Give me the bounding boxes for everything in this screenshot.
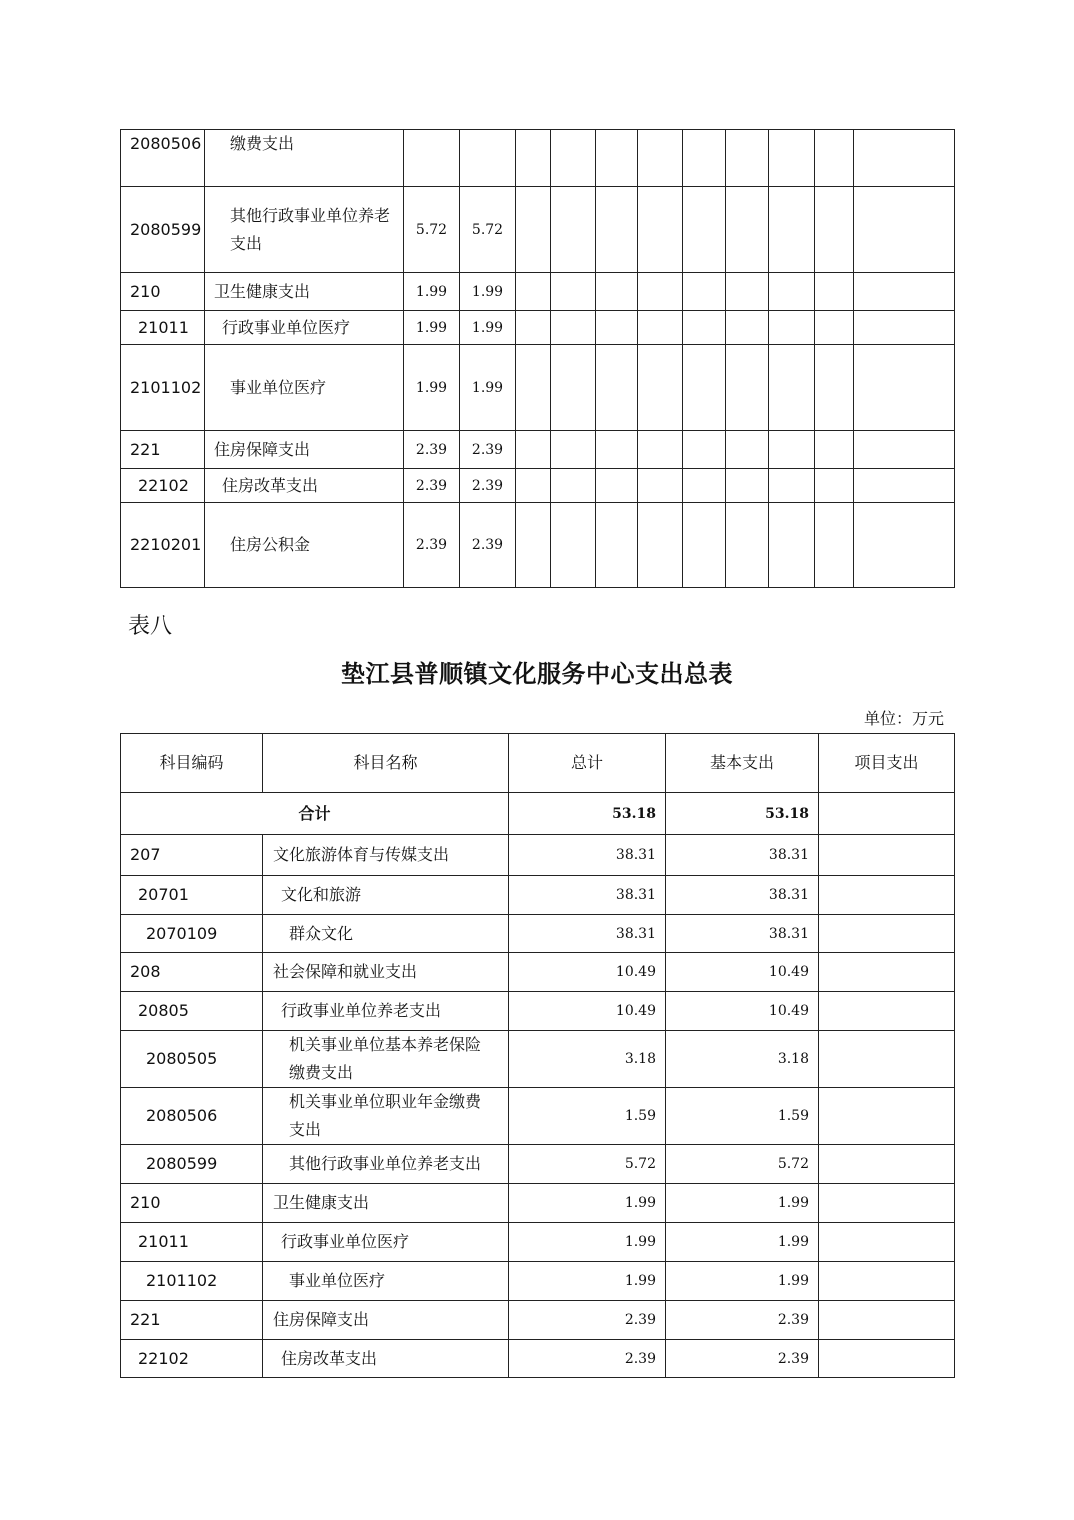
- total-cell: 10.49: [509, 992, 666, 1031]
- project-cell: [819, 1301, 955, 1340]
- code-cell: 221: [121, 431, 205, 469]
- name-cell: 住房改革支出: [205, 469, 404, 503]
- total-project: [819, 793, 955, 835]
- empty-cell: [683, 187, 726, 273]
- header-total: 总计: [509, 734, 666, 793]
- table-row: [121, 311, 955, 345]
- empty-cell: [769, 130, 815, 187]
- total-cell: 5.72: [509, 1145, 666, 1184]
- value-cell: 2.39: [460, 469, 516, 503]
- project-cell: [819, 1031, 955, 1088]
- basic-cell: 2.39: [666, 1301, 819, 1340]
- value-cell: 1.99: [404, 273, 460, 311]
- empty-cell: [769, 469, 815, 503]
- empty-cell: [815, 345, 854, 431]
- continued-expenditure-table: [120, 129, 955, 588]
- empty-cell: [551, 503, 596, 588]
- name-cell: 机关事业单位基本养老保险缴费支出: [263, 1031, 509, 1088]
- code-cell: 2080506: [121, 1088, 263, 1145]
- empty-cell: [596, 431, 638, 469]
- table-row: [121, 1262, 955, 1301]
- code-cell: 2101102: [121, 345, 205, 431]
- code-cell: 221: [121, 1301, 263, 1340]
- total-cell: 1.99: [509, 1184, 666, 1223]
- empty-cell: [638, 273, 683, 311]
- empty-cell: [815, 503, 854, 588]
- total-cell: 1.99: [509, 1262, 666, 1301]
- project-cell: [819, 1088, 955, 1145]
- empty-cell: [551, 130, 596, 187]
- empty-cell: [726, 469, 769, 503]
- empty-cell: [683, 311, 726, 345]
- empty-cell: [769, 273, 815, 311]
- value-cell: 2.39: [404, 431, 460, 469]
- header-basic: 基本支出: [666, 734, 819, 793]
- empty-cell: [596, 273, 638, 311]
- table-row: [121, 345, 955, 431]
- table-row: [121, 503, 955, 588]
- page-title: 垫江县普顺镇文化服务中心支出总表: [341, 660, 733, 688]
- empty-cell: [815, 311, 854, 345]
- project-cell: [819, 1262, 955, 1301]
- empty-cell: [854, 273, 955, 311]
- name-cell: 事业单位医疗: [263, 1262, 509, 1301]
- name-cell: 住房公积金: [205, 503, 404, 588]
- empty-cell: [516, 469, 551, 503]
- table-row: [121, 469, 955, 503]
- basic-cell: 10.49: [666, 992, 819, 1031]
- code-cell: 22102: [121, 469, 205, 503]
- code-cell: 208: [121, 953, 263, 992]
- total-cell: 1.99: [509, 1223, 666, 1262]
- empty-cell: [854, 345, 955, 431]
- empty-cell: [551, 469, 596, 503]
- empty-cell: [854, 469, 955, 503]
- total-cell: 3.18: [509, 1031, 666, 1088]
- code-cell: 2080505: [121, 1031, 263, 1088]
- empty-cell: [854, 503, 955, 588]
- empty-cell: [638, 311, 683, 345]
- empty-cell: [769, 345, 815, 431]
- basic-cell: 38.31: [666, 915, 819, 953]
- code-cell: 20805: [121, 992, 263, 1031]
- empty-cell: [551, 187, 596, 273]
- name-cell: 卫生健康支出: [263, 1184, 509, 1223]
- value-cell: [404, 130, 460, 187]
- project-cell: [819, 1184, 955, 1223]
- empty-cell: [516, 431, 551, 469]
- table-row: [121, 1088, 955, 1145]
- empty-cell: [769, 311, 815, 345]
- project-cell: [819, 1340, 955, 1378]
- empty-cell: [551, 273, 596, 311]
- total-row: [121, 793, 955, 835]
- total-cell: 2.39: [509, 1340, 666, 1378]
- empty-cell: [726, 431, 769, 469]
- table-row: [121, 1223, 955, 1262]
- empty-cell: [854, 431, 955, 469]
- project-cell: [819, 915, 955, 953]
- table-row: [121, 876, 955, 915]
- table-row: [121, 915, 955, 953]
- empty-cell: [551, 311, 596, 345]
- name-cell: 社会保障和就业支出: [263, 953, 509, 992]
- empty-cell: [516, 187, 551, 273]
- empty-cell: [596, 311, 638, 345]
- code-cell: 2080506: [121, 130, 205, 187]
- basic-cell: 2.39: [666, 1340, 819, 1378]
- value-cell: 1.99: [404, 311, 460, 345]
- empty-cell: [638, 345, 683, 431]
- empty-cell: [726, 130, 769, 187]
- name-cell: 行政事业单位医疗: [205, 311, 404, 345]
- table-row: [121, 130, 955, 187]
- project-cell: [819, 953, 955, 992]
- total-cell: 38.31: [509, 876, 666, 915]
- value-cell: 2.39: [460, 431, 516, 469]
- name-cell: 住房改革支出: [263, 1340, 509, 1378]
- header-row: [121, 734, 955, 793]
- project-cell: [819, 992, 955, 1031]
- empty-cell: [516, 311, 551, 345]
- name-cell: 卫生健康支出: [205, 273, 404, 311]
- code-cell: 210: [121, 1184, 263, 1223]
- empty-cell: [854, 187, 955, 273]
- empty-cell: [815, 187, 854, 273]
- empty-cell: [726, 273, 769, 311]
- empty-cell: [854, 311, 955, 345]
- header-code: 科目编码: [121, 734, 263, 793]
- basic-cell: 38.31: [666, 876, 819, 915]
- empty-cell: [551, 345, 596, 431]
- project-cell: [819, 835, 955, 876]
- empty-cell: [551, 431, 596, 469]
- empty-cell: [769, 503, 815, 588]
- basic-cell: 1.99: [666, 1262, 819, 1301]
- project-cell: [819, 1145, 955, 1184]
- code-cell: 20701: [121, 876, 263, 915]
- code-cell: 2210201: [121, 503, 205, 588]
- empty-cell: [815, 431, 854, 469]
- value-cell: 1.99: [460, 311, 516, 345]
- empty-cell: [638, 187, 683, 273]
- code-cell: 2080599: [121, 1145, 263, 1184]
- empty-cell: [726, 345, 769, 431]
- name-cell: 事业单位医疗: [205, 345, 404, 431]
- table-row: [121, 1184, 955, 1223]
- empty-cell: [683, 431, 726, 469]
- basic-cell: 3.18: [666, 1031, 819, 1088]
- empty-cell: [638, 469, 683, 503]
- total-label: 合计: [121, 793, 509, 835]
- empty-cell: [596, 503, 638, 588]
- empty-cell: [815, 469, 854, 503]
- empty-cell: [683, 130, 726, 187]
- total-cell: 38.31: [509, 915, 666, 953]
- empty-cell: [815, 273, 854, 311]
- empty-cell: [516, 273, 551, 311]
- empty-cell: [769, 187, 815, 273]
- empty-cell: [516, 345, 551, 431]
- section-label: 表八: [128, 614, 173, 639]
- empty-cell: [854, 130, 955, 187]
- value-cell: 5.72: [404, 187, 460, 273]
- header-name: 科目名称: [263, 734, 509, 793]
- empty-cell: [596, 469, 638, 503]
- total-cell: 1.59: [509, 1088, 666, 1145]
- name-cell: 其他行政事业单位养老支出: [205, 187, 404, 273]
- basic-cell: 5.72: [666, 1145, 819, 1184]
- value-cell: 2.39: [460, 503, 516, 588]
- code-cell: 2101102: [121, 1262, 263, 1301]
- empty-cell: [726, 187, 769, 273]
- basic-cell: 1.59: [666, 1088, 819, 1145]
- name-cell: 文化旅游体育与传媒支出: [263, 835, 509, 876]
- empty-cell: [683, 345, 726, 431]
- name-cell: 缴费支出: [205, 130, 404, 187]
- value-cell: [460, 130, 516, 187]
- empty-cell: [726, 311, 769, 345]
- table-row: [121, 273, 955, 311]
- total-cell: 10.49: [509, 953, 666, 992]
- total-cell: 38.31: [509, 835, 666, 876]
- name-cell: 住房保障支出: [205, 431, 404, 469]
- project-cell: [819, 1223, 955, 1262]
- table-row: [121, 953, 955, 992]
- code-cell: 21011: [121, 1223, 263, 1262]
- name-cell: 其他行政事业单位养老支出: [263, 1145, 509, 1184]
- name-cell: 群众文化: [263, 915, 509, 953]
- value-cell: 2.39: [404, 469, 460, 503]
- table-row: [121, 1145, 955, 1184]
- unit-label: 单位：万元: [863, 709, 944, 728]
- project-cell: [819, 876, 955, 915]
- empty-cell: [726, 503, 769, 588]
- empty-cell: [683, 503, 726, 588]
- empty-cell: [769, 431, 815, 469]
- table-row: [121, 835, 955, 876]
- total-cell: 2.39: [509, 1301, 666, 1340]
- table-row: [121, 1340, 955, 1378]
- code-cell: 207: [121, 835, 263, 876]
- value-cell: 1.99: [404, 345, 460, 431]
- expenditure-summary-table: [120, 733, 955, 1378]
- name-cell: 行政事业单位养老支出: [263, 992, 509, 1031]
- table-row: [121, 1301, 955, 1340]
- code-cell: 22102: [121, 1340, 263, 1378]
- value-cell: 1.99: [460, 273, 516, 311]
- code-cell: 2070109: [121, 915, 263, 953]
- empty-cell: [596, 187, 638, 273]
- value-cell: 2.39: [404, 503, 460, 588]
- name-cell: 行政事业单位医疗: [263, 1223, 509, 1262]
- value-cell: 1.99: [460, 345, 516, 431]
- empty-cell: [638, 431, 683, 469]
- basic-cell: 1.99: [666, 1223, 819, 1262]
- table-row: [121, 992, 955, 1031]
- code-cell: 2080599: [121, 187, 205, 273]
- code-cell: 210: [121, 273, 205, 311]
- empty-cell: [516, 130, 551, 187]
- total-basic: 53.18: [666, 793, 819, 835]
- empty-cell: [638, 130, 683, 187]
- code-cell: 21011: [121, 311, 205, 345]
- basic-cell: 38.31: [666, 835, 819, 876]
- table-row: [121, 1031, 955, 1088]
- empty-cell: [638, 503, 683, 588]
- total-amount: 53.18: [509, 793, 666, 835]
- basic-cell: 10.49: [666, 953, 819, 992]
- header-project: 项目支出: [819, 734, 955, 793]
- table-row: [121, 187, 955, 273]
- basic-cell: 1.99: [666, 1184, 819, 1223]
- table-row: [121, 431, 955, 469]
- empty-cell: [596, 130, 638, 187]
- empty-cell: [683, 469, 726, 503]
- value-cell: 5.72: [460, 187, 516, 273]
- name-cell: 住房保障支出: [263, 1301, 509, 1340]
- empty-cell: [683, 273, 726, 311]
- name-cell: 机关事业单位职业年金缴费支出: [263, 1088, 509, 1145]
- empty-cell: [596, 345, 638, 431]
- empty-cell: [516, 503, 551, 588]
- empty-cell: [815, 130, 854, 187]
- name-cell: 文化和旅游: [263, 876, 509, 915]
